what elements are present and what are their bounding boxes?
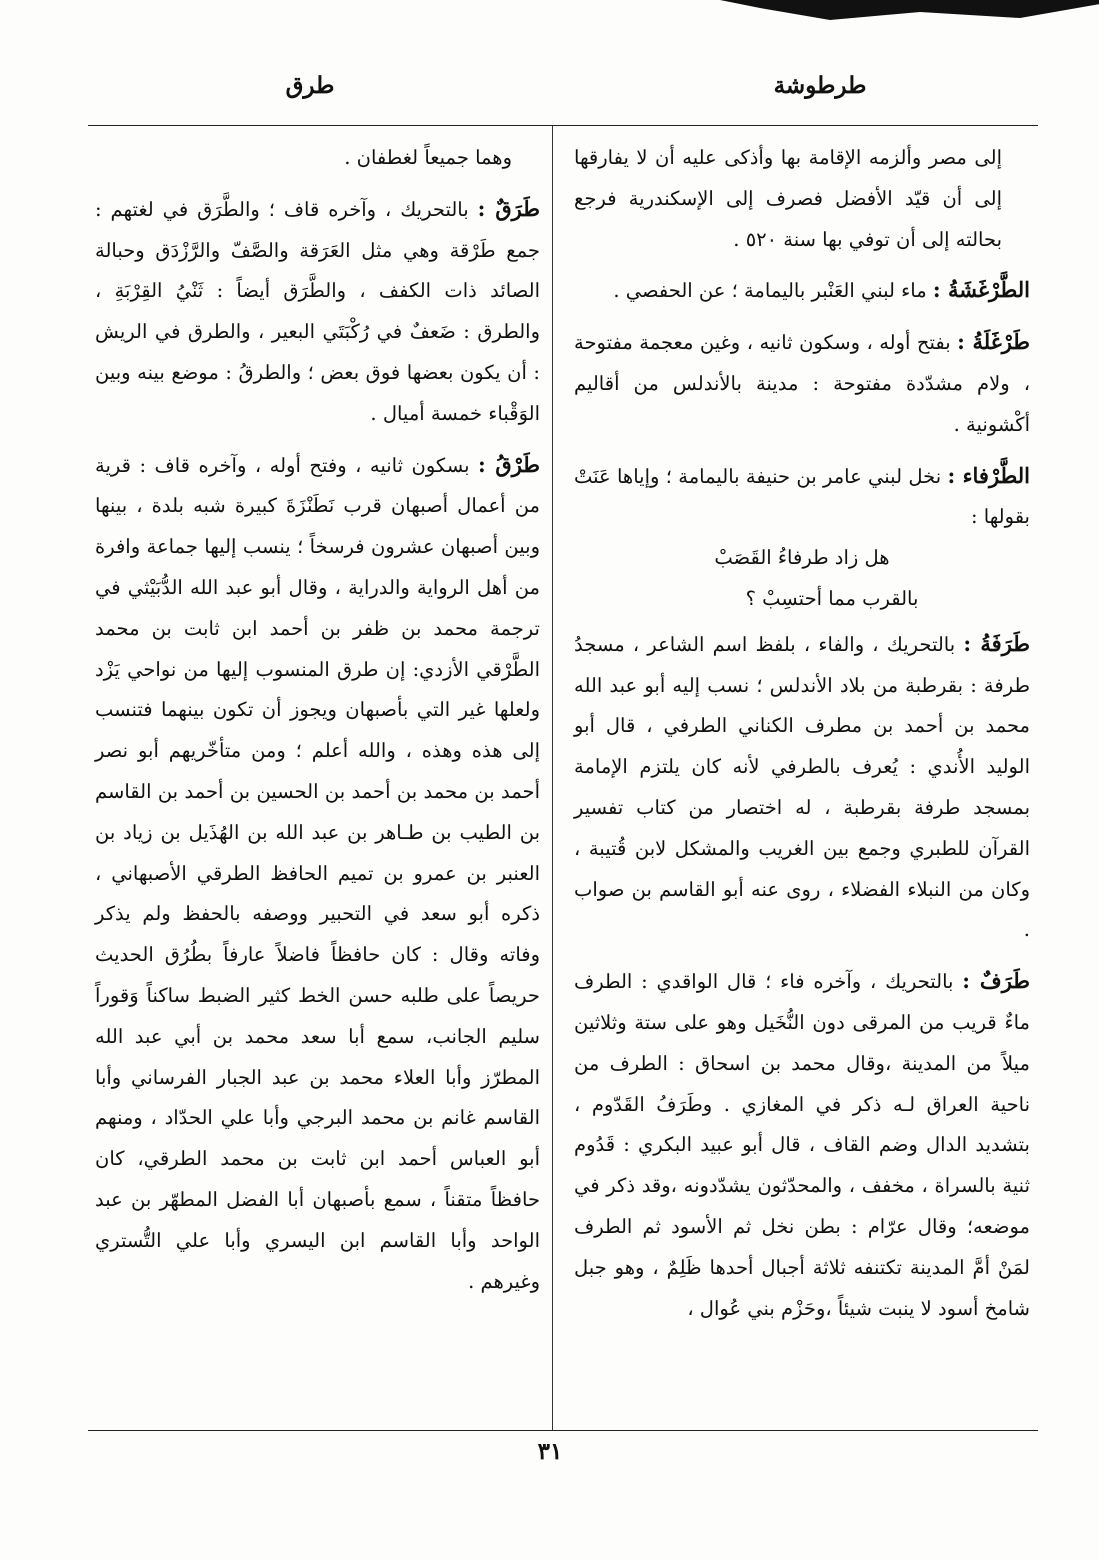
entry-headword: طَرَفَةُ : (963, 630, 1030, 656)
right-column (574, 138, 1030, 1339)
continuation-text: وهما جميعاً لغطفان . (344, 146, 512, 169)
entry-headword: طَرَقٌ : (477, 195, 540, 221)
page-number: ٣١ (537, 1438, 563, 1465)
entry-headword: طَرَفٌ : (962, 968, 1031, 994)
entry-body: نخل لبني عامر بن حنيفة باليمامة ؛ وإياها عَنَتْ بقولها : (574, 464, 1030, 529)
entry-tarafa (574, 624, 1030, 951)
verse-line-2: بالقرب مما أحتسِبْ ؟ (745, 586, 919, 610)
entry-body: ماء لبني العَنْبر باليمامة ؛ عن الحفصي . (613, 279, 927, 303)
entry-headword: طَرْغَلَةُ : (957, 329, 1031, 355)
entry-taraf (574, 961, 1030, 1329)
entry-headword: الطَّرْفاء : (947, 462, 1030, 488)
entry-tarq (95, 445, 540, 1303)
verse-line-1: هل زاد طرفاءُ القَصَبْ (714, 546, 890, 570)
entry-body: بالتحريك ، وآخره فاء ؛ قال الواقدي : الطرف ماءٌ قريب من المرقى دون النُّخَيل وهو على ستة وثلاثين ميلاً من المدينة ،وقال محمد بن اسحاق : الطرف من ناحية العراق لـه ذكر في المغازي . وطَرَفُ القَدّوم ، بتشديد الدال وضم القاف ، قال أبو عبيد البكري : قَدُوم ثنية بالسراة ، مخفف ، والمحدّثون يشدّدونه ،وقد ذكر في موضعه؛ وقال عرّام : بطن نخل ثم الأسود ثم الطرف لمَنْ أمَّ المدينة تكتنفه ثلاثة أجبال أحدها ظَلِمٌ ، وهو جبل شامخ أسود لا ينبت شيئاً ،وحَزْم بني عُوال ، (574, 970, 1030, 1320)
entry-headword: الطَّرْغَشَةُ : (932, 277, 1030, 303)
entry-body: بفتح أوله ، وسكون ثانيه ، وغين معجمة مفتوحة ، ولام مشدّدة مفتوحة : مدينة بالأندلس من أقاليم أكْشونية . (574, 331, 1030, 436)
entry-body: بالتحريك ، وآخره قاف ؛ والطَّرَق في لغتهم : جمع طَرْقة وهي مثل العَرَقة والصَّفّ والرَّزْدَق وحبالة الصائد ذات الكفف ، والطَّرَق أيضاً : ثَنْيُ القِرْبَةِ ، والطرق : ضَعفٌ في رُكْبَتَي البعير ، والطرق في الريش : أن يكون بعضها فوق بعض ؛ والطرقُ : موضع بينه وبين الوَقْباء خمسة أميال . (95, 197, 540, 425)
entry-tarshasha (574, 270, 1030, 312)
footer-rule (88, 1430, 1038, 1431)
running-head-right: طرطوشة (773, 72, 867, 99)
header-rule (88, 125, 1038, 126)
scan-ink-mark (720, 0, 1099, 22)
entry-taraq (95, 189, 540, 435)
entry-body: بالتحريك ، والفاء ، بلفظ اسم الشاعر ، مسجدُ طرفة : بقرطبة من بلاد الأندلس ؛ نسب إليه أبو عبد الله محمد بن أحمد بن مطرف الكناني الطرفي ، قال أبو الوليد الأُندي : يُعرف بالطرفي لأنه كان يلتزم الإمامة بمسجد طرفة بقرطبة ، له اختصار من كتاب تفسير القرآن للطبري وجمع بين الغريب والمشكل لابن قُتيبة ، وكان من النبلاء الفضلاء ، روى عنه أبو القاسم بن صواب . (574, 632, 1030, 942)
left-column (95, 138, 540, 1312)
entry-headword: طَرْقُ : (478, 451, 540, 477)
continuation-text: إلى مصر وألزمه الإقامة بها وأذكى عليه أن لا يفارقها إلى أن قيّد الأفضل فصرف إلى الإسكندرية فرجع بحالته إلى أن توفي بها سنة ٥٢٠ . (574, 146, 1002, 251)
entry-targhala (574, 322, 1030, 445)
column-divider (552, 126, 553, 1430)
entry-body: بسكون ثانيه ، وفتح أوله ، وآخره قاف : قرية من أعمال أصبهان قرب نَطَنْزَةَ كبيرة شبه بلدة ، بينها وبين أصبهان عشرون فرسخاً ؛ ينسب إليها جماعة وافرة من أهل الرواية والدراية ، وقال أبو عبد الله الدُّبَيْثي في ترجمة محمد بن ظفر بن أحمد ابن ثابت بن محمد الطَّرْقي الأزدي: إن طرق المنسوب إليها من نواحي يَزْد ولعلها غير التي بأصبهان ويجوز أن تكون بينهما فتنسب إلى هذه وهذه ، والله أعلم ؛ ومن متأخّريهم أبو نصر أحمد بن محمد بن أحمد بن الحسين بن أحمد بن القاسم بن الطيب بن طـاهر بن عبد الله بن الهُذَيل بن زياد بن العنبر بن عمرو بن تميم الحافظ الطرقي الأصبهاني ، ذكره أبو سعد في التحبير ووصفه بالحفظ ولم يذكر وفاته وقال : كان حافظاً فاضلاً عارفاً بطُرُق الحديث حريصاً على طلبه حسن الخط كثير الضبط ساكناً وَقوراً سليم الجانب، سمع أبا سعد محمد بن أبي عبد الله المطرّز وأبا العلاء محمد بن عبد الجبار الفرساني وأبا القاسم غانم بن محمد البرجي وأبا علي الحدّاد ، ومنهم أبو العباس أحمد ابن ثابت بن محمد الطرقي، كان حافظاً متقناً ، سمع بأصبهان أبا الفضل المطهّر بن عبد الواحد وأبا القاسم ابن اليسري وأبا علي التُّستري وغيرهم . (95, 453, 540, 1293)
running-head-left: طرق (285, 72, 335, 99)
entry-tarfa (574, 456, 1030, 539)
